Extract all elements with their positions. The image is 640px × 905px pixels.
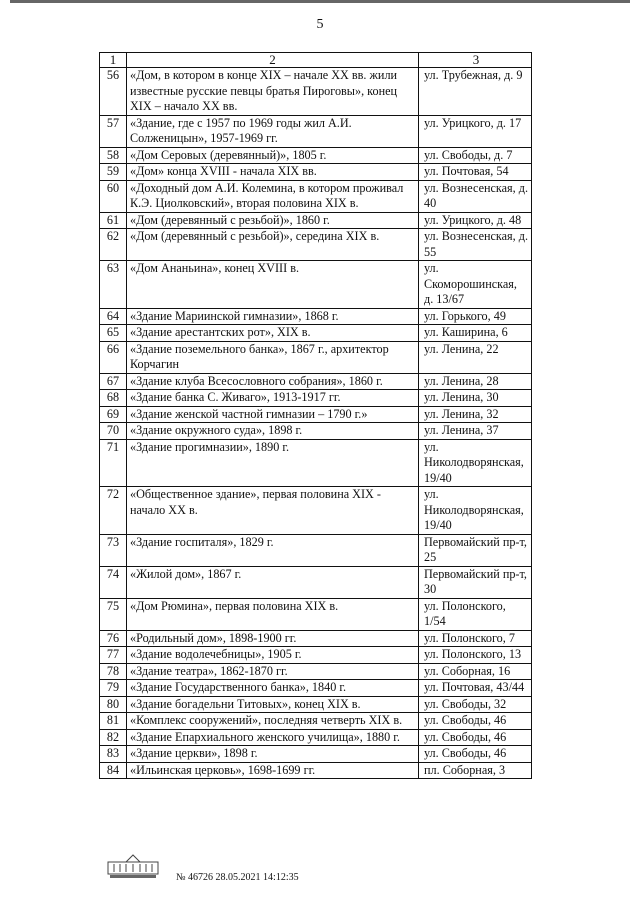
row-number: 77 xyxy=(100,647,127,664)
table-row xyxy=(100,729,532,746)
object-address: ул. Свободы, 46 xyxy=(419,746,532,763)
table-row xyxy=(100,212,532,229)
object-name: «Родильный дом», 1898-1900 гг. xyxy=(127,630,419,647)
scan-top-edge xyxy=(10,0,630,12)
table-row xyxy=(100,762,532,779)
object-address: ул. Ленина, 22 xyxy=(419,341,532,373)
row-number: 56 xyxy=(100,68,127,116)
object-name: «Здание церкви», 1898 г. xyxy=(127,746,419,763)
object-address: ул. Николодворянская, 19/40 xyxy=(419,487,532,535)
table-row xyxy=(100,390,532,407)
header-col-3: 3 xyxy=(419,53,532,68)
table-row xyxy=(100,341,532,373)
object-address: ул. Горького, 49 xyxy=(419,308,532,325)
row-number: 61 xyxy=(100,212,127,229)
row-number: 69 xyxy=(100,406,127,423)
object-name: «Здание театра», 1862-1870 гг. xyxy=(127,663,419,680)
row-number: 58 xyxy=(100,147,127,164)
row-number: 60 xyxy=(100,180,127,212)
object-address: ул. Скоморошинская, д. 13/67 xyxy=(419,261,532,309)
row-number: 66 xyxy=(100,341,127,373)
row-number: 63 xyxy=(100,261,127,309)
table-row xyxy=(100,746,532,763)
table-row xyxy=(100,147,532,164)
building-logo-icon xyxy=(106,852,160,880)
page-number: 5 xyxy=(316,17,324,32)
table-row xyxy=(100,68,532,116)
object-name: «Дом, в котором в конце XIX – начале XX вв. жили известные русские певцы братья Пироговы», конец XIX – начало XX вв. xyxy=(127,68,419,116)
row-number: 71 xyxy=(100,439,127,487)
object-address: ул. Полонского, 7 xyxy=(419,630,532,647)
object-name: «Дом Рюмина», первая половина XIX в. xyxy=(127,598,419,630)
object-name: «Здание, где с 1957 по 1969 годы жил А.И. Солженицын», 1957-1969 гг. xyxy=(127,115,419,147)
object-address: ул. Трубежная, д. 9 xyxy=(419,68,532,116)
row-number: 70 xyxy=(100,423,127,440)
document-footer xyxy=(106,852,406,886)
row-number: 57 xyxy=(100,115,127,147)
row-number: 72 xyxy=(100,487,127,535)
object-name: «Здание женской частной гимназии – 1790 г.» xyxy=(127,406,419,423)
row-number: 62 xyxy=(100,229,127,261)
object-address: ул. Урицкого, д. 48 xyxy=(419,212,532,229)
row-number: 68 xyxy=(100,390,127,407)
object-address: пл. Соборная, 3 xyxy=(419,762,532,779)
object-address: ул. Свободы, 46 xyxy=(419,729,532,746)
row-number: 74 xyxy=(100,566,127,598)
object-name: «Здание окружного суда», 1898 г. xyxy=(127,423,419,440)
row-number: 67 xyxy=(100,373,127,390)
object-name: «Здание госпиталя», 1829 г. xyxy=(127,534,419,566)
object-address: Первомайский пр-т, 30 xyxy=(419,566,532,598)
table-row xyxy=(100,164,532,181)
row-number: 79 xyxy=(100,680,127,697)
table-row xyxy=(100,534,532,566)
object-name: «Здание прогимназии», 1890 г. xyxy=(127,439,419,487)
object-name: «Доходный дом А.И. Колемина, в котором проживал К.Э. Циолковский», вторая половина XIX в. xyxy=(127,180,419,212)
table-row xyxy=(100,598,532,630)
object-address: ул. Вознесенская, д. 40 xyxy=(419,180,532,212)
object-address: ул. Каширина, 6 xyxy=(419,325,532,342)
object-name: «Здание арестантских рот», XIX в. xyxy=(127,325,419,342)
row-number: 64 xyxy=(100,308,127,325)
row-number: 80 xyxy=(100,696,127,713)
object-address: ул. Полонского, 13 xyxy=(419,647,532,664)
object-address: ул. Почтовая, 54 xyxy=(419,164,532,181)
object-address: ул. Полонского, 1/54 xyxy=(419,598,532,630)
table-row xyxy=(100,308,532,325)
object-address: ул. Свободы, 32 xyxy=(419,696,532,713)
row-number: 82 xyxy=(100,729,127,746)
object-name: «Здание Государственного банка», 1840 г. xyxy=(127,680,419,697)
object-name: «Здание поземельного банка», 1867 г., архитектор Корчагин xyxy=(127,341,419,373)
table-row xyxy=(100,487,532,535)
object-address: ул. Николодворянская, 19/40 xyxy=(419,439,532,487)
object-name: «Здание банка С. Живаго», 1913-1917 гг. xyxy=(127,390,419,407)
object-address: ул. Урицкого, д. 17 xyxy=(419,115,532,147)
object-address: Первомайский пр-т, 25 xyxy=(419,534,532,566)
object-name: «Здание водолечебницы», 1905 г. xyxy=(127,647,419,664)
object-name: «Здание клуба Всесословного собрания», 1860 г. xyxy=(127,373,419,390)
table-row xyxy=(100,663,532,680)
object-name: «Дом (деревянный с резьбой)», середина XIX в. xyxy=(127,229,419,261)
row-number: 73 xyxy=(100,534,127,566)
row-number: 65 xyxy=(100,325,127,342)
table-row xyxy=(100,680,532,697)
row-number: 81 xyxy=(100,713,127,730)
object-address: ул. Свободы, 46 xyxy=(419,713,532,730)
header-col-2: 2 xyxy=(127,53,419,68)
row-number: 78 xyxy=(100,663,127,680)
row-number: 84 xyxy=(100,762,127,779)
table-row xyxy=(100,261,532,309)
table-row xyxy=(100,423,532,440)
object-name: «Комплекс сооружений», последняя четверть XIX в. xyxy=(127,713,419,730)
table-row xyxy=(100,630,532,647)
row-number: 59 xyxy=(100,164,127,181)
table-row xyxy=(100,439,532,487)
object-address: ул. Ленина, 28 xyxy=(419,373,532,390)
table-row xyxy=(100,373,532,390)
table-row xyxy=(100,566,532,598)
object-address: ул. Ленина, 30 xyxy=(419,390,532,407)
object-name: «Дом» конца XVIII - начала XIX вв. xyxy=(127,164,419,181)
object-name: «Здание богадельни Титовых», конец XIX в. xyxy=(127,696,419,713)
object-name: «Дом Серовых (деревянный)», 1805 г. xyxy=(127,147,419,164)
table-row xyxy=(100,696,532,713)
row-number: 76 xyxy=(100,630,127,647)
document-stamp: № 46726 28.05.2021 14:12:35 xyxy=(176,872,299,883)
table-row xyxy=(100,115,532,147)
table-row xyxy=(100,647,532,664)
row-number: 83 xyxy=(100,746,127,763)
table-row xyxy=(100,713,532,730)
table-row xyxy=(100,406,532,423)
object-name: «Ильинская церковь», 1698-1699 гг. xyxy=(127,762,419,779)
header-col-1: 1 xyxy=(100,53,127,68)
object-name: «Здание Епархиального женского училища», 1880 г. xyxy=(127,729,419,746)
object-name: «Дом (деревянный с резьбой)», 1860 г. xyxy=(127,212,419,229)
object-address: ул. Свободы, д. 7 xyxy=(419,147,532,164)
object-name: «Здание Мариинской гимназии», 1868 г. xyxy=(127,308,419,325)
row-number: 75 xyxy=(100,598,127,630)
object-address: ул. Почтовая, 43/44 xyxy=(419,680,532,697)
object-name: «Жилой дом», 1867 г. xyxy=(127,566,419,598)
object-name: «Дом Ананьина», конец XVIII в. xyxy=(127,261,419,309)
table-header-row xyxy=(100,53,532,68)
table-row xyxy=(100,229,532,261)
object-address: ул. Соборная, 16 xyxy=(419,663,532,680)
table-row xyxy=(100,325,532,342)
monuments-table xyxy=(99,52,532,779)
object-address: ул. Ленина, 37 xyxy=(419,423,532,440)
object-name: «Общественное здание», первая половина XIX - начало XX в. xyxy=(127,487,419,535)
object-address: ул. Ленина, 32 xyxy=(419,406,532,423)
object-address: ул. Вознесенская, д. 55 xyxy=(419,229,532,261)
table-row xyxy=(100,180,532,212)
